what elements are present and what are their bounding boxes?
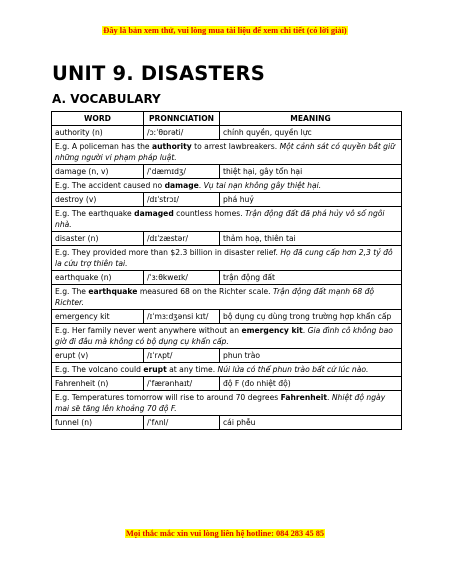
example-translation: Nhiệt độ ngày mai sẽ tăng lên khoảng 70 độ F. — [55, 393, 386, 413]
table-row — [52, 193, 402, 207]
example-translation: Núi lửa có thể phun trào bất cứ lúc nào. — [217, 365, 369, 374]
example-keyword: Fahrenheit — [280, 393, 328, 402]
word-cell: destroy (v) — [52, 193, 144, 207]
example-text: . — [302, 326, 308, 335]
pronunciation-cell: /ɪˈmɜːdʒənsi kɪt/ — [144, 310, 220, 324]
table-row — [52, 232, 402, 246]
example-translation: Trận động đất mạnh 68 độ Richter. — [55, 287, 375, 307]
example-row — [52, 363, 402, 377]
vocabulary-table — [51, 111, 402, 430]
meaning-cell: phun trào — [220, 349, 402, 363]
example-translation: Gia đình cô không bao giờ đi đâu mà không có bộ dụng cụ khẩn cấp. — [55, 326, 393, 346]
example-text: E.g. The volcano could — [55, 365, 144, 374]
example-cell — [52, 246, 402, 271]
example-translation: Họ đã cung cấp hơn 2,3 tỷ đô la cứu trợ thiên tai. — [55, 248, 393, 268]
table-row — [52, 126, 402, 140]
example-text: to arrest lawbreakers. — [191, 142, 280, 151]
hotline-banner — [0, 529, 450, 539]
meaning-cell: thảm hoạ, thiên tai — [220, 232, 402, 246]
pronunciation-cell: /ˈfærənhaɪt/ — [144, 377, 220, 391]
meaning-cell: bộ dụng cụ dùng trong trường hợp khẩn cấp — [220, 310, 402, 324]
header-word: WORD — [52, 112, 144, 126]
table-row — [52, 349, 402, 363]
meaning-cell: cái phễu — [220, 416, 402, 430]
example-row — [52, 140, 402, 165]
example-text: . — [327, 393, 332, 402]
example-keyword: emergency kit — [241, 326, 303, 335]
table-row — [52, 165, 402, 179]
example-text: E.g. A policeman has the — [55, 142, 152, 151]
unit-title: UNIT 9. DISASTERS — [52, 62, 265, 85]
pronunciation-cell: /ˈfʌnl/ — [144, 416, 220, 430]
meaning-cell: trận động đất — [220, 271, 402, 285]
meaning-cell: thiệt hại, gây tổn hại — [220, 165, 402, 179]
example-translation: Trận động đất đã phá hủy vô số ngôi nhà. — [55, 209, 385, 229]
example-keyword: erupt — [143, 365, 167, 374]
example-text: . — [198, 181, 204, 190]
example-text: E.g. Her family never went anywhere without an — [55, 326, 242, 335]
pronunciation-cell: /ˈɜːθkweɪk/ — [144, 271, 220, 285]
word-cell: funnel (n) — [52, 416, 144, 430]
example-text: E.g. The accident caused no — [55, 181, 165, 190]
word-cell: disaster (n) — [52, 232, 144, 246]
pronunciation-cell: /ˈdæmɪdʒ/ — [144, 165, 220, 179]
example-cell — [52, 285, 402, 310]
header-meaning: MEANING — [220, 112, 402, 126]
table-row — [52, 416, 402, 430]
example-cell — [52, 207, 402, 232]
vocabulary-body — [52, 126, 402, 430]
pronunciation-cell: /ɪˈrʌpt/ — [144, 349, 220, 363]
example-cell — [52, 140, 402, 165]
word-cell: damage (n, v) — [52, 165, 144, 179]
example-text: E.g. They provided more than $2.3 billion in disaster relief. — [55, 248, 281, 257]
example-keyword: earthquake — [88, 287, 138, 296]
pronunciation-cell: /ɔːˈθɒrəti/ — [144, 126, 220, 140]
example-cell — [52, 363, 402, 377]
example-cell — [52, 324, 402, 349]
meaning-cell: độ F (đo nhiệt độ) — [220, 377, 402, 391]
table-row — [52, 377, 402, 391]
example-keyword: damaged — [134, 209, 174, 218]
example-text: measured 68 on the Richter scale. — [137, 287, 273, 296]
example-row — [52, 324, 402, 349]
example-row — [52, 179, 402, 193]
example-text: E.g. Temperatures tomorrow will rise to around 70 degrees — [55, 393, 281, 402]
example-text: E.g. The — [55, 287, 89, 296]
table-row — [52, 271, 402, 285]
example-row — [52, 391, 402, 416]
example-translation: Một cảnh sát có quyền bắt giữ những người vi phạm pháp luật. — [55, 142, 395, 162]
example-keyword: damage — [164, 181, 199, 190]
table-header-row — [52, 112, 402, 126]
example-translation: Vụ tai nạn không gây thiệt hại. — [203, 181, 322, 190]
section-title: A. VOCABULARY — [52, 92, 161, 106]
word-cell: earthquake (n) — [52, 271, 144, 285]
example-text: E.g. The earthquake — [55, 209, 135, 218]
meaning-cell: chính quyền, quyền lực — [220, 126, 402, 140]
word-cell: Fahrenheit (n) — [52, 377, 144, 391]
example-cell — [52, 391, 402, 416]
preview-banner — [0, 26, 450, 36]
example-cell — [52, 179, 402, 193]
example-row — [52, 285, 402, 310]
word-cell: authority (n) — [52, 126, 144, 140]
pronunciation-cell: /dɪˈzæstər/ — [144, 232, 220, 246]
example-row — [52, 207, 402, 232]
example-keyword: authority — [152, 142, 192, 151]
header-pronunciation: PRONNCIATION — [144, 112, 220, 126]
example-text: at any time. — [166, 365, 218, 374]
example-row — [52, 246, 402, 271]
word-cell: erupt (v) — [52, 349, 144, 363]
pronunciation-cell: /dɪˈstrɔɪ/ — [144, 193, 220, 207]
meaning-cell: phá huỷ — [220, 193, 402, 207]
word-cell: emergency kit — [52, 310, 144, 324]
preview-banner-text: Đây là bản xem thử, vui lòng mua tài liệu để xem chi tiết (có lời giải) — [103, 26, 347, 35]
hotline-banner-text: Mọi thắc mắc xin vui lòng liên hệ hotline: 084 283 45 85 — [125, 529, 325, 538]
table-row — [52, 310, 402, 324]
example-text: countless homes. — [173, 209, 246, 218]
